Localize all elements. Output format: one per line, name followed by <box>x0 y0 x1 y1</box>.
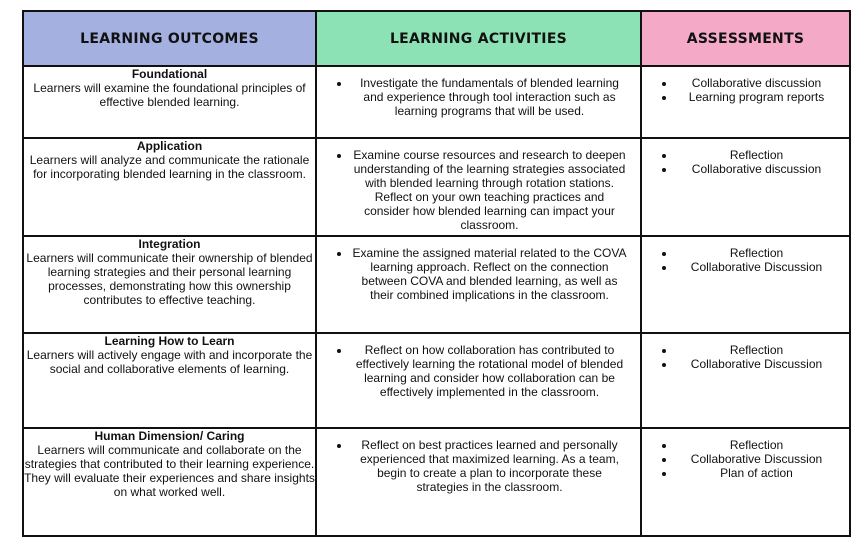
activity-cell <box>316 236 641 333</box>
outcome-cell <box>23 138 316 236</box>
outcome-title: Integration <box>138 237 201 251</box>
outcome-title: Human Dimension/ Caring <box>94 429 245 443</box>
assessment-cell <box>641 333 850 428</box>
header-learning-outcomes: LEARNING OUTCOMES <box>23 11 316 66</box>
activity-cell <box>316 333 641 428</box>
table-row <box>23 66 850 138</box>
outcome-text: Learners will communicate their ownership of blended learning strategies and their personal learning processes, demonstrating how this ownership contributes to effective teaching. <box>26 251 313 307</box>
assessment-cell <box>641 66 850 138</box>
table-row <box>23 428 850 536</box>
activity-item: • Reflect on how collaboration has contributed to effectively learning the rotational model of blended learning and consider how collaboration can be effectively implemented in the classroom. <box>351 343 628 399</box>
activity-cell <box>316 66 641 138</box>
learning-plan-table <box>22 10 851 537</box>
outcome-title: Application <box>136 139 203 153</box>
outcome-cell <box>23 236 316 333</box>
activity-item: • Examine the assigned material related to the COVA learning approach. Reflect on the connection between COVA and blended learning, as well as their combined implications in the classroom. <box>351 246 628 302</box>
outcome-title: Foundational <box>131 67 208 81</box>
assessment-item: • Reflection <box>676 343 837 357</box>
assessment-item: • Reflection <box>676 246 837 260</box>
activity-item: • Reflect on best practices learned and personally experienced that maximized learning. As a team, begin to create a plan to incorporate these strategies in the classroom. <box>351 438 628 494</box>
assessment-cell <box>641 236 850 333</box>
header-row <box>23 11 850 66</box>
assessment-item: • Collaborative discussion <box>676 76 837 90</box>
assessment-cell <box>641 138 850 236</box>
assessment-item: • Reflection <box>676 438 837 452</box>
assessment-item: • Collaborative Discussion <box>676 452 837 466</box>
activity-cell <box>316 138 641 236</box>
outcome-cell <box>23 66 316 138</box>
outcome-text: Learners will analyze and communicate the rationale for incorporating blended learning in the classroom. <box>29 153 310 181</box>
header-learning-activities: LEARNING ACTIVITIES <box>316 11 641 66</box>
header-assessments: ASSESSMENTS <box>641 11 850 66</box>
assessment-item: • Plan of action <box>676 466 837 480</box>
table-row <box>23 138 850 236</box>
outcome-cell <box>23 428 316 536</box>
assessment-item: • Collaborative Discussion <box>676 260 837 274</box>
outcome-cell <box>23 333 316 428</box>
activity-item: • Examine course resources and research to deepen understanding of the learning strategies associated with blended learning through rotation stations. Reflect on your own teaching practices and consider how blended learning can impact your classroom. <box>351 148 628 232</box>
assessment-item: • Learning program reports <box>676 90 837 104</box>
assessment-item: • Reflection <box>676 148 837 162</box>
activity-item: • Investigate the fundamentals of blended learning and experience through tool interaction such as learning programs that will be used. <box>351 76 628 118</box>
activity-cell <box>316 428 641 536</box>
outcome-title: Learning How to Learn <box>104 334 235 348</box>
outcome-text: Learners will actively engage with and incorporate the social and collaborative elements of learning. <box>26 348 313 376</box>
outcome-text: Learners will communicate and collaborate on the strategies that contributed to their learning experience. They will evaluate their experiences and share insights on what worked well. <box>24 443 315 499</box>
outcome-text: Learners will examine the foundational principles of effective blended learning. <box>33 81 306 109</box>
table-row <box>23 236 850 333</box>
assessment-cell <box>641 428 850 536</box>
assessment-item: • Collaborative discussion <box>676 162 837 176</box>
table-row <box>23 333 850 428</box>
assessment-item: • Collaborative Discussion <box>676 357 837 371</box>
